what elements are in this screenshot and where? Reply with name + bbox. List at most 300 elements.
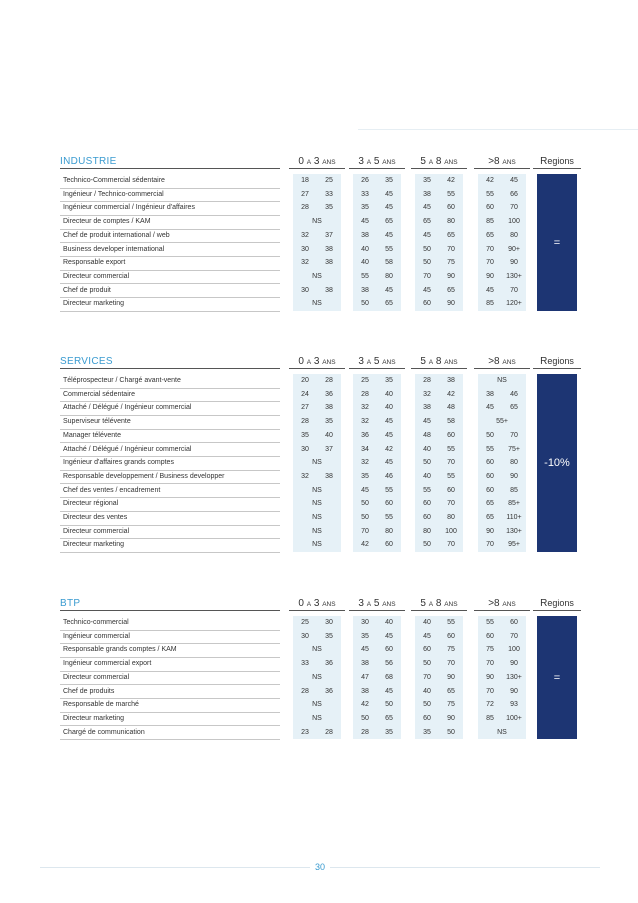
table-row bbox=[60, 243, 280, 258]
salary-min: 50 bbox=[361, 514, 369, 521]
table-row bbox=[60, 215, 280, 230]
salary-min: 32 bbox=[361, 459, 369, 467]
column-header-1 bbox=[289, 598, 345, 609]
table-row bbox=[60, 374, 280, 389]
column-header-2 bbox=[349, 598, 405, 609]
salary-min: 45 bbox=[423, 286, 431, 294]
salary-min: 35 bbox=[361, 204, 369, 212]
table-row bbox=[60, 511, 280, 526]
salary-min: 40 bbox=[423, 472, 431, 480]
salary-max: 45 bbox=[385, 286, 393, 294]
column-header-part: ANS bbox=[502, 159, 516, 166]
salary-max: 100 bbox=[508, 218, 520, 226]
job-title: Technico-commercial bbox=[63, 619, 129, 626]
salary-max: 100 bbox=[445, 527, 457, 535]
job-title: Ingénieur commercial export bbox=[63, 660, 152, 668]
column-header-part: ANS bbox=[382, 601, 396, 608]
salary-min: 42 bbox=[361, 541, 369, 549]
salary-max: 50 bbox=[385, 701, 393, 709]
column-header-regions: Regions bbox=[540, 356, 574, 367]
salary-min: 60 bbox=[486, 459, 494, 467]
salary-max: 65 bbox=[385, 218, 393, 226]
salary-min: 42 bbox=[361, 701, 369, 709]
column-header-rule bbox=[349, 168, 405, 169]
salary-min: 25 bbox=[301, 619, 309, 626]
column-header-4 bbox=[474, 356, 530, 367]
job-title: Chef des ventes / encadrement bbox=[63, 486, 161, 494]
salary-min: 30 bbox=[301, 632, 309, 640]
salary-min: 28 bbox=[361, 728, 369, 736]
column-header-3 bbox=[411, 156, 467, 167]
salary-max: 90+ bbox=[508, 245, 520, 253]
table-row bbox=[60, 698, 280, 713]
table-row bbox=[60, 401, 280, 416]
salary-min: 30 bbox=[301, 245, 309, 253]
job-title: Ingénieur d'affaires grands comptes bbox=[63, 459, 174, 467]
table-row bbox=[60, 616, 280, 631]
salary-max: 45 bbox=[385, 431, 393, 439]
column-header-part: ANS bbox=[322, 601, 336, 608]
salary-max: 60 bbox=[385, 541, 393, 549]
table-row bbox=[60, 415, 280, 430]
table-row bbox=[60, 297, 280, 312]
job-title: Chef de produits bbox=[63, 687, 115, 695]
table-row bbox=[60, 657, 280, 672]
salary-min: 26 bbox=[361, 177, 369, 184]
salary-min: 50 bbox=[423, 541, 431, 549]
column-header-rule bbox=[533, 368, 581, 369]
section-title: BTP bbox=[60, 598, 81, 609]
salary-min: 45 bbox=[423, 418, 431, 426]
salary-min: 45 bbox=[423, 204, 431, 212]
header-rule bbox=[60, 368, 280, 369]
column-header-rule bbox=[474, 610, 530, 611]
job-title: Chef de produit international / web bbox=[63, 231, 170, 239]
salary-min: 65 bbox=[486, 514, 494, 521]
column-header-rule bbox=[349, 368, 405, 369]
top-divider bbox=[358, 129, 638, 130]
salary-value-merged: NS bbox=[312, 541, 322, 549]
column-header-2 bbox=[349, 156, 405, 167]
salary-min: 50 bbox=[423, 459, 431, 467]
table-row bbox=[60, 284, 280, 299]
salary-min: 36 bbox=[361, 431, 369, 439]
salary-value-merged: NS bbox=[312, 218, 322, 226]
column-header-3 bbox=[411, 356, 467, 367]
salary-min: 85 bbox=[486, 300, 494, 308]
column-header-1 bbox=[289, 156, 345, 167]
table-row bbox=[60, 726, 280, 741]
column-header-part: >8 bbox=[488, 598, 500, 609]
salary-min: 27 bbox=[301, 404, 309, 412]
salary-max: 45 bbox=[510, 177, 518, 184]
job-title: Directeur commercial bbox=[63, 527, 130, 535]
salary-value-merged: NS bbox=[312, 514, 322, 521]
salary-min: 60 bbox=[486, 486, 494, 494]
salary-min: 38 bbox=[486, 390, 494, 398]
salary-max: 38 bbox=[325, 404, 333, 412]
salary-min: 80 bbox=[423, 527, 431, 535]
salary-value-merged: NS bbox=[497, 377, 507, 384]
salary-min: 32 bbox=[301, 259, 309, 267]
salary-min: 70 bbox=[361, 527, 369, 535]
table-row bbox=[60, 630, 280, 645]
salary-max: 45 bbox=[385, 632, 393, 640]
salary-min: 40 bbox=[361, 245, 369, 253]
salary-max: 70 bbox=[447, 500, 455, 508]
salary-max: 95+ bbox=[508, 541, 520, 549]
table-row bbox=[60, 188, 280, 203]
column-header-rule bbox=[411, 368, 467, 369]
salary-min: 30 bbox=[301, 445, 309, 453]
salary-min: 40 bbox=[361, 259, 369, 267]
salary-min: 38 bbox=[361, 660, 369, 668]
salary-min: 38 bbox=[423, 190, 431, 198]
salary-max: 70 bbox=[510, 632, 518, 640]
salary-min: 38 bbox=[361, 231, 369, 239]
salary-max: 75 bbox=[447, 646, 455, 654]
job-title: Technico-Commercial sédentaire bbox=[63, 177, 165, 184]
salary-max: 40 bbox=[385, 404, 393, 412]
table-row bbox=[60, 525, 280, 540]
salary-min: 23 bbox=[301, 728, 309, 736]
salary-min: 28 bbox=[361, 390, 369, 398]
salary-max: 75+ bbox=[508, 445, 520, 453]
column-header-3 bbox=[411, 598, 467, 609]
salary-max: 55 bbox=[385, 514, 393, 521]
salary-max: 40 bbox=[385, 390, 393, 398]
column-header-part: ANS bbox=[502, 601, 516, 608]
salary-min: 45 bbox=[361, 218, 369, 226]
salary-max: 70 bbox=[447, 541, 455, 549]
salary-min: 38 bbox=[423, 404, 431, 412]
column-header-part: A bbox=[428, 359, 434, 366]
table-row bbox=[60, 643, 280, 658]
salary-min: 35 bbox=[423, 728, 431, 736]
salary-min: 34 bbox=[361, 445, 369, 453]
salary-value-merged: NS bbox=[312, 272, 322, 280]
salary-max: 55 bbox=[447, 445, 455, 453]
salary-min: 60 bbox=[486, 472, 494, 480]
job-title: Responsable grands comptes / KAM bbox=[63, 646, 177, 654]
column-header-part: 0 bbox=[298, 356, 304, 367]
column-header-regions: Regions bbox=[540, 598, 574, 609]
table-row bbox=[60, 712, 280, 727]
table-row bbox=[60, 270, 280, 285]
table-row bbox=[60, 685, 280, 700]
table-row bbox=[60, 256, 280, 271]
job-title: Commercial sédentaire bbox=[63, 390, 135, 398]
column-header-part: ANS bbox=[322, 359, 336, 366]
table-row bbox=[60, 484, 280, 499]
salary-min: 45 bbox=[361, 486, 369, 494]
salary-max: 60 bbox=[385, 500, 393, 508]
salary-min: 70 bbox=[486, 687, 494, 695]
salary-max: 45 bbox=[385, 459, 393, 467]
column-header-part: A bbox=[366, 601, 372, 608]
salary-value-merged: NS bbox=[312, 459, 322, 467]
salary-min: 35 bbox=[301, 431, 309, 439]
salary-max: 55 bbox=[385, 486, 393, 494]
salary-max: 90 bbox=[447, 714, 455, 722]
salary-max: 35 bbox=[385, 728, 393, 736]
column-header-part: 5 bbox=[420, 156, 426, 167]
salary-max: 56 bbox=[385, 660, 393, 668]
salary-value-merged: NS bbox=[312, 646, 322, 654]
column-header-part: 0 bbox=[298, 156, 304, 167]
job-title: Attaché / Délégué / Ingénieur commercial bbox=[63, 404, 192, 412]
salary-max: 60 bbox=[510, 619, 518, 626]
job-title: Responsable developpement / Business developper bbox=[63, 472, 225, 480]
salary-min: 70 bbox=[486, 541, 494, 549]
column-header-4 bbox=[474, 156, 530, 167]
salary-max: 60 bbox=[447, 632, 455, 640]
salary-max: 65 bbox=[447, 286, 455, 294]
section-title: INDUSTRIE bbox=[60, 156, 117, 167]
salary-max: 36 bbox=[325, 390, 333, 398]
salary-min: 75 bbox=[486, 646, 494, 654]
salary-max: 45 bbox=[385, 418, 393, 426]
salary-max: 93 bbox=[510, 701, 518, 709]
job-title: Attaché / Délégué / Ingénieur commercial bbox=[63, 445, 192, 453]
column-header-part: >8 bbox=[488, 156, 500, 167]
salary-max: 80 bbox=[510, 459, 518, 467]
salary-max: 90 bbox=[510, 687, 518, 695]
column-header-part: 5 bbox=[420, 598, 426, 609]
job-title: Chef de produit bbox=[63, 286, 111, 294]
table-row bbox=[60, 388, 280, 403]
column-header-part: 3 bbox=[358, 356, 364, 367]
salary-max: 55 bbox=[447, 619, 455, 626]
job-title: Directeur marketing bbox=[63, 300, 125, 308]
salary-max: 90 bbox=[447, 673, 455, 681]
salary-min: 60 bbox=[486, 632, 494, 640]
section-title: SERVICES bbox=[60, 356, 113, 367]
salary-max: 45 bbox=[385, 687, 393, 695]
salary-max: 42 bbox=[447, 177, 455, 184]
table-row bbox=[60, 229, 280, 244]
salary-min: 50 bbox=[423, 701, 431, 709]
salary-max: 33 bbox=[325, 190, 333, 198]
column-header-part: ANS bbox=[444, 601, 458, 608]
table-row bbox=[60, 174, 280, 189]
salary-min: 32 bbox=[361, 404, 369, 412]
salary-min: 33 bbox=[361, 190, 369, 198]
salary-min: 50 bbox=[423, 259, 431, 267]
salary-max: 70 bbox=[510, 204, 518, 212]
column-header-regions: Regions bbox=[540, 156, 574, 167]
job-title: Directeur commercial bbox=[63, 272, 130, 280]
salary-min: 38 bbox=[361, 286, 369, 294]
job-title: Directeur commercial bbox=[63, 673, 130, 681]
column-header-rule bbox=[411, 168, 467, 169]
salary-min: 55 bbox=[486, 445, 494, 453]
job-title: Directeur marketing bbox=[63, 714, 125, 722]
salary-max: 46 bbox=[510, 390, 518, 398]
column-header-part: A bbox=[306, 159, 312, 166]
salary-value-merged: NS bbox=[312, 527, 322, 535]
job-title: Téléprospecteur / Chargé avant-vente bbox=[63, 377, 181, 384]
salary-min: 32 bbox=[301, 472, 309, 480]
salary-min: 55 bbox=[486, 190, 494, 198]
page-number: 30 bbox=[314, 862, 325, 872]
table-row bbox=[60, 456, 280, 471]
salary-max: 38 bbox=[325, 245, 333, 253]
salary-min: 45 bbox=[423, 231, 431, 239]
salary-max: 60 bbox=[447, 431, 455, 439]
column-header-rule bbox=[289, 368, 345, 369]
column-header-part: A bbox=[366, 159, 372, 166]
salary-min: 38 bbox=[361, 687, 369, 695]
salary-min: 32 bbox=[301, 231, 309, 239]
salary-max: 37 bbox=[325, 231, 333, 239]
salary-min: 55 bbox=[486, 619, 494, 626]
column-header-part: 5 bbox=[373, 356, 380, 367]
salary-max: 45 bbox=[385, 204, 393, 212]
salary-min: 50 bbox=[486, 431, 494, 439]
salary-max: 55 bbox=[447, 472, 455, 480]
job-title: Directeur régional bbox=[63, 500, 119, 508]
column-header-1 bbox=[289, 356, 345, 367]
salary-value-merged: NS bbox=[312, 673, 322, 681]
column-header-part: >8 bbox=[488, 356, 500, 367]
salary-min: 25 bbox=[361, 377, 369, 384]
salary-max: 60 bbox=[447, 204, 455, 212]
salary-min: 35 bbox=[361, 472, 369, 480]
table-row bbox=[60, 429, 280, 444]
salary-min: 70 bbox=[486, 259, 494, 267]
salary-min: 48 bbox=[423, 431, 431, 439]
salary-max: 80 bbox=[385, 272, 393, 280]
salary-max: 80 bbox=[447, 514, 455, 521]
salary-min: 70 bbox=[423, 673, 431, 681]
salary-min: 28 bbox=[301, 204, 309, 212]
salary-min: 45 bbox=[486, 404, 494, 412]
salary-min: 50 bbox=[361, 714, 369, 722]
salary-max: 60 bbox=[385, 646, 393, 654]
job-title: Ingénieur commercial bbox=[63, 632, 130, 640]
salary-value-merged: NS bbox=[312, 500, 322, 508]
salary-min: 50 bbox=[423, 660, 431, 668]
salary-max: 60 bbox=[447, 486, 455, 494]
table-row bbox=[60, 201, 280, 216]
salary-min: 24 bbox=[301, 390, 309, 398]
salary-max: 110+ bbox=[506, 514, 522, 521]
salary-max: 65 bbox=[510, 404, 518, 412]
salary-max: 46 bbox=[385, 472, 393, 480]
salary-max: 70 bbox=[510, 286, 518, 294]
salary-max: 75 bbox=[447, 701, 455, 709]
salary-max: 85 bbox=[510, 486, 518, 494]
column-header-part: 5 bbox=[373, 598, 380, 609]
salary-max: 30 bbox=[325, 619, 333, 626]
salary-min: 47 bbox=[361, 673, 369, 681]
salary-min: 60 bbox=[486, 204, 494, 212]
salary-value-merged: NS bbox=[312, 714, 322, 722]
job-title: Chargé de communication bbox=[63, 728, 145, 736]
salary-min: 32 bbox=[361, 418, 369, 426]
column-header-2 bbox=[349, 356, 405, 367]
column-header-part: ANS bbox=[382, 359, 396, 366]
salary-max: 35 bbox=[325, 204, 333, 212]
salary-max: 65 bbox=[385, 714, 393, 722]
column-header-rule bbox=[289, 168, 345, 169]
salary-min: 60 bbox=[423, 646, 431, 654]
salary-max: 90 bbox=[510, 472, 518, 480]
column-header-part: 8 bbox=[435, 356, 442, 367]
salary-value-merged: NS bbox=[312, 701, 322, 709]
salary-max: 37 bbox=[325, 445, 333, 453]
salary-max: 70 bbox=[447, 660, 455, 668]
salary-max: 65 bbox=[447, 231, 455, 239]
column-header-part: A bbox=[428, 601, 434, 608]
salary-min: 70 bbox=[423, 272, 431, 280]
salary-max: 70 bbox=[447, 245, 455, 253]
salary-max: 130+ bbox=[506, 527, 522, 535]
salary-min: 70 bbox=[486, 660, 494, 668]
column-header-rule bbox=[349, 610, 405, 611]
salary-min: 65 bbox=[486, 500, 494, 508]
salary-max: 90 bbox=[510, 660, 518, 668]
salary-max: 58 bbox=[447, 418, 455, 426]
salary-max: 28 bbox=[325, 377, 333, 384]
salary-min: 60 bbox=[423, 714, 431, 722]
job-title: Directeur de comptes / KAM bbox=[63, 218, 151, 226]
salary-max: 90 bbox=[447, 272, 455, 280]
salary-max: 35 bbox=[325, 418, 333, 426]
salary-max: 70 bbox=[447, 459, 455, 467]
salary-max: 42 bbox=[447, 390, 455, 398]
column-header-part: ANS bbox=[444, 159, 458, 166]
salary-max: 40 bbox=[385, 619, 393, 626]
column-header-rule bbox=[474, 168, 530, 169]
salary-min: 50 bbox=[423, 245, 431, 253]
salary-min: 42 bbox=[486, 177, 494, 184]
salary-max: 38 bbox=[325, 259, 333, 267]
salary-min: 90 bbox=[486, 272, 494, 280]
salary-max: 65 bbox=[385, 300, 393, 308]
column-header-part: 3 bbox=[313, 156, 320, 167]
table-row bbox=[60, 470, 280, 485]
header-rule bbox=[60, 610, 280, 611]
salary-min: 40 bbox=[423, 619, 431, 626]
salary-min: 55 bbox=[361, 272, 369, 280]
salary-value-merged: NS bbox=[312, 486, 322, 494]
column-header-part: 3 bbox=[358, 598, 364, 609]
salary-max: 58 bbox=[385, 259, 393, 267]
salary-min: 60 bbox=[423, 500, 431, 508]
job-title: Ingénieur commercial / Ingénieur d'affaires bbox=[63, 204, 195, 212]
salary-min: 35 bbox=[423, 177, 431, 184]
salary-min: 65 bbox=[423, 218, 431, 226]
salary-min: 18 bbox=[301, 177, 309, 184]
job-title: Responsable de marché bbox=[63, 701, 139, 709]
salary-max: 100 bbox=[508, 646, 520, 654]
salary-max: 38 bbox=[325, 472, 333, 480]
salary-min: 65 bbox=[486, 231, 494, 239]
column-header-rule bbox=[474, 368, 530, 369]
column-header-part: ANS bbox=[444, 359, 458, 366]
region-adjustment-box: = bbox=[537, 616, 577, 739]
job-title: Directeur marketing bbox=[63, 541, 125, 549]
salary-value-merged: NS bbox=[497, 728, 507, 736]
salary-min: 45 bbox=[361, 646, 369, 654]
salary-min: 45 bbox=[486, 286, 494, 294]
column-header-part: A bbox=[428, 159, 434, 166]
salary-min: 20 bbox=[301, 377, 309, 384]
salary-min: 40 bbox=[423, 687, 431, 695]
column-header-rule bbox=[289, 610, 345, 611]
